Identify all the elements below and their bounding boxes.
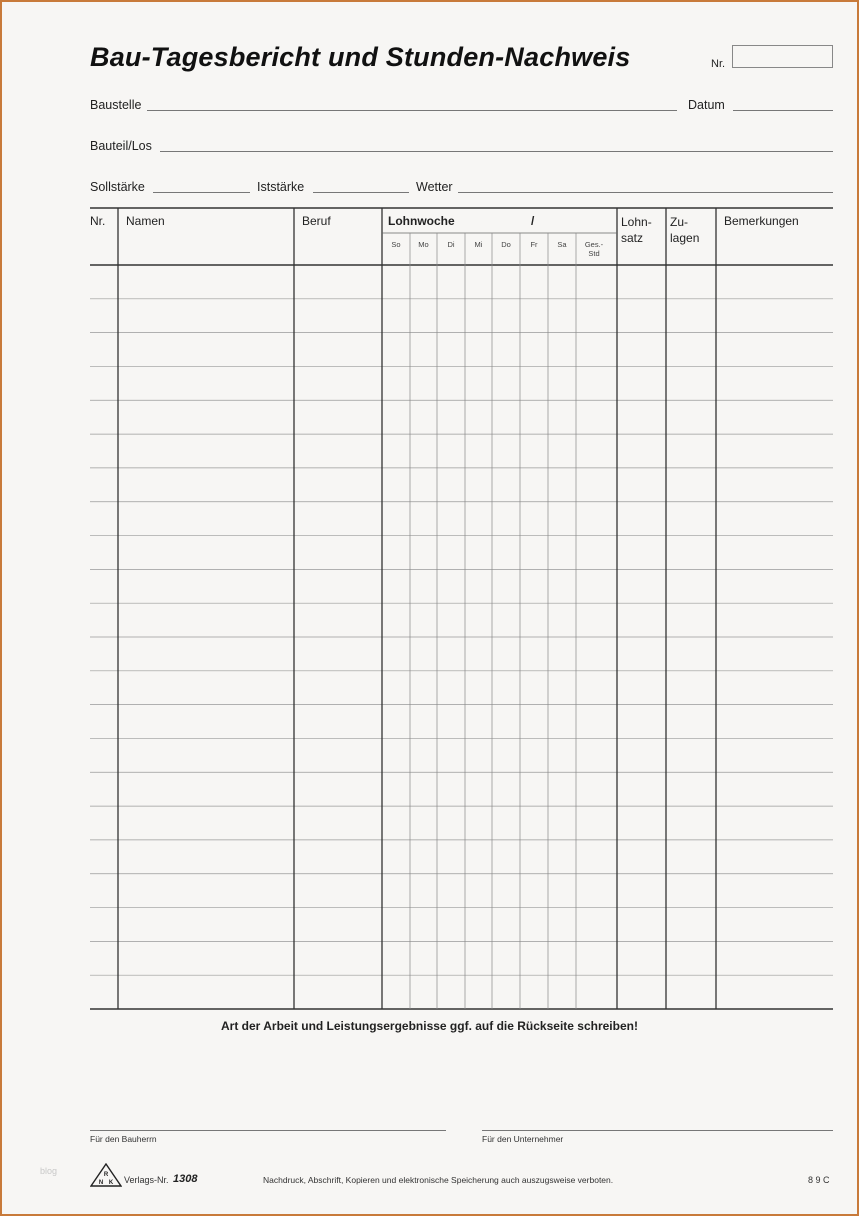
col-header-bemerkungen: Bemerkungen xyxy=(724,214,799,228)
day-label-sa: Sa xyxy=(557,240,567,249)
ges-line1: Ges.- xyxy=(584,240,604,249)
col-header-beruf: Beruf xyxy=(302,214,331,228)
signature-label-unternehmer: Für den Unternehmer xyxy=(482,1134,564,1144)
iststaerke-label: Iststärke xyxy=(257,180,305,194)
bauteil-label: Bauteil/Los xyxy=(90,139,152,153)
signature-line-bauherr[interactable] xyxy=(90,1130,446,1131)
day-label-do: Do xyxy=(501,240,511,249)
lohnwoche-separator: / xyxy=(531,214,535,228)
col-header-namen: Namen xyxy=(126,214,165,228)
datum-label: Datum xyxy=(688,98,725,112)
day-label-di: Di xyxy=(447,240,455,249)
wetter-label: Wetter xyxy=(416,180,453,194)
page-title: Bau-Tagesbericht und Stunden-Nachweis xyxy=(90,42,631,72)
col-header-zulagen xyxy=(670,214,699,246)
svg-text:K: K xyxy=(108,1180,114,1186)
sollstaerke-label: Sollstärke xyxy=(90,180,145,194)
signature-line-unternehmer[interactable] xyxy=(482,1130,833,1131)
col-header-lohnwoche: Lohnwoche xyxy=(388,214,455,228)
ges-line2: Std xyxy=(588,249,600,258)
col-header-lohnsatz xyxy=(621,214,652,246)
day-label-mi: Mi xyxy=(474,240,483,249)
rnk-logo xyxy=(90,1163,120,1185)
signature-label-bauherr: Für den Bauherrn xyxy=(90,1134,157,1144)
svg-text:R: R xyxy=(103,1172,109,1178)
verlag-label: Verlags-Nr. xyxy=(124,1175,169,1185)
instruction-note: Art der Arbeit und Leistungsergebnisse ggf. auf die Rückseite schreiben! xyxy=(221,1019,638,1033)
baustelle-label: Baustelle xyxy=(90,98,142,112)
col-header-nr: Nr. xyxy=(90,214,106,228)
zulagen-line1: Zu- xyxy=(670,215,688,229)
zulagen-line2: lagen xyxy=(670,231,700,245)
lohnsatz-line1: Lohn- xyxy=(621,215,652,229)
col-header-ges xyxy=(578,240,610,258)
day-label-mo: Mo xyxy=(418,240,429,249)
day-label-fr: Fr xyxy=(530,240,538,249)
day-label-so: So xyxy=(391,240,401,249)
form-code: 8 9 C xyxy=(808,1175,830,1185)
nr-label: Nr. xyxy=(711,58,726,70)
rnk-logo-icon xyxy=(90,1163,122,1187)
svg-text:N: N xyxy=(98,1180,104,1186)
lohnsatz-line2: satz xyxy=(621,231,644,245)
verlag-number: 1308 xyxy=(173,1173,198,1185)
copyright-notice: Nachdruck, Abschrift, Kopieren und elektronische Speicherung auch auszugsweise verboten. xyxy=(263,1175,614,1185)
watermark-blog: blog xyxy=(40,1166,58,1176)
